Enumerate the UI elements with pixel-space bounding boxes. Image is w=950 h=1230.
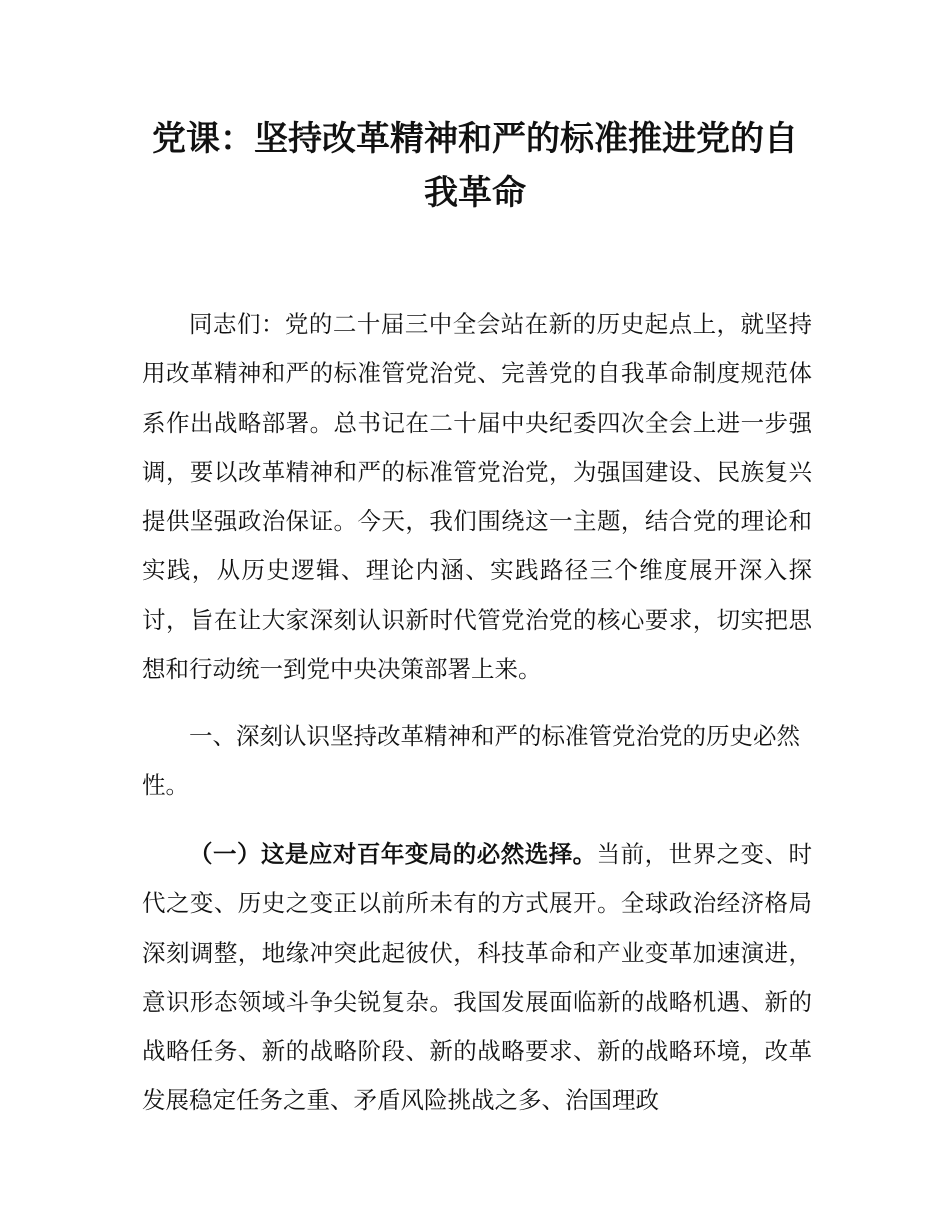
title-line-2: 我革命 (424, 173, 526, 213)
title-line-1: 党课：坚持改革精神和严的标准推进党的自 (152, 119, 798, 159)
section-heading-1: 一、深刻认识坚持改革精神和严的标准管党治党的历史必然性。 (142, 722, 800, 800)
intro-paragraph: 同志们：党的二十届三中全会站在新的历史起点上，就坚持用改革精神和严的标准管党治党、完善党的自我革命制度规范体系作出战略部署。总书记在二十届中央纪委四次全会上进一步强调，要以改革精神和严的标准管党治党，为强国建设、民族复兴提供坚强政治保证。今天，我们围绕这一主题，结合党的理论和实践，从历史逻辑、理论内涵、实践路径三个维度展开深入探讨，旨在让大家深刻认识新时代管党治党的核心要求，切实把思想和行动统一到党中央决策部署上来。 (142, 310, 812, 684)
document-title (110, 112, 840, 220)
subsection-lead: （一）这是应对百年变局的必然选择。 (189, 840, 597, 868)
subsection-text: 当前，世界之变、时代之变、历史之变正以前所未有的方式展开。全球政治经济格局深刻调整，地缘冲突此起彼伏，科技革命和产业变革加速演进，意识形态领域斗争尖锐复杂。我国发展面临新的战略机遇、新的战略任务、新的战略阶段、新的战略要求、新的战略环境，改革发展稳定任务之重、矛盾风险挑战之多、治国理政 (142, 840, 813, 1115)
subsection-paragraph-1 (142, 830, 812, 1126)
